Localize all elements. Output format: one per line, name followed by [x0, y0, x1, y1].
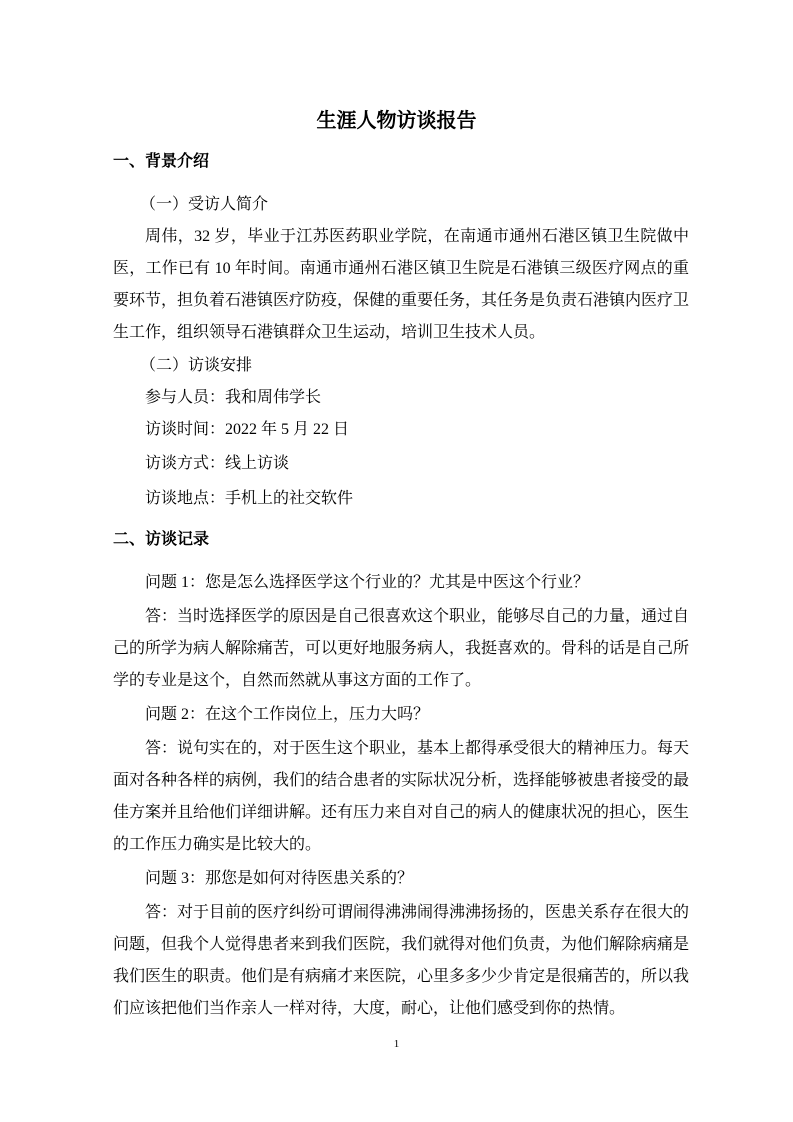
answer-1: 答：当时选择医学的原因是自己很喜欢这个职业，能够尽自己的力量，通过自己的所学为病人解除痛苦，可以更好地服务病人，我挺喜欢的。骨科的话是自己所学的专业是这个，自然而然就从事这方面的工作了。 — [113, 608, 690, 689]
arrangement-time: 访谈时间：2022 年 5 月 22 日 — [145, 421, 350, 438]
section-heading-interview-record: 二、访谈记录 — [113, 531, 210, 548]
subheading-interviewee: （一）受访人简介 — [140, 196, 269, 213]
page-title: 生涯人物访谈报告 — [316, 110, 477, 132]
page-number: 1 — [393, 1038, 400, 1050]
answer-2: 答：说句实在的，对于医生这个职业，基本上都得承受很大的精神压力。每天面对各种各样的病例，我们的结合患者的实际状况分析，选择能够被患者接受的最佳方案并且给他们详细讲解。还有压力来自对自己的病人的健康状况的担心，医生的工作压力确实是比较大的。 — [113, 740, 690, 853]
interviewee-intro-paragraph: 周伟，32 岁，毕业于江苏医药职业学院，在南通市通州石港区镇卫生院做中医，工作已有 10 年时间。南通市通州石港区镇卫生院是石港镇三级医疗网点的重要环节，担负着石港镇医疗防疫，保健的重要任务，其任务是负责石港镇内医疗卫生工作，组织领导石港镇群众卫生运动，培训卫生技术人员。 — [113, 228, 690, 341]
section-heading-background: 一、背景介绍 — [113, 153, 210, 170]
subheading-arrangement: （二）访谈安排 — [140, 357, 253, 374]
answer-3: 答：对于目前的医疗纠纷可谓闹得沸沸闹得沸沸扬扬的，医患关系存在很大的问题，但我个人觉得患者来到我们医院，我们就得对他们负责，为他们解除病痛是我们医生的职责。他们是有病痛才来医院，心里多多少少肯定是很痛苦的，所以我们应该把他们当作亲人一样对待，大度，耐心，让他们感受到你的热情。 — [113, 904, 690, 1017]
arrangement-location: 访谈地点：手机上的社交软件 — [145, 490, 354, 507]
arrangement-participants: 参与人员：我和周伟学长 — [145, 389, 322, 406]
arrangement-method: 访谈方式：线上访谈 — [145, 455, 290, 472]
question-2: 问题 2：在这个工作岗位上，压力大吗？ — [145, 706, 430, 723]
question-3: 问题 3：那您是如何对待医患关系的？ — [145, 870, 414, 887]
question-1: 问题 1：您是怎么选择医学这个行业的？尤其是中医这个行业？ — [145, 574, 590, 591]
